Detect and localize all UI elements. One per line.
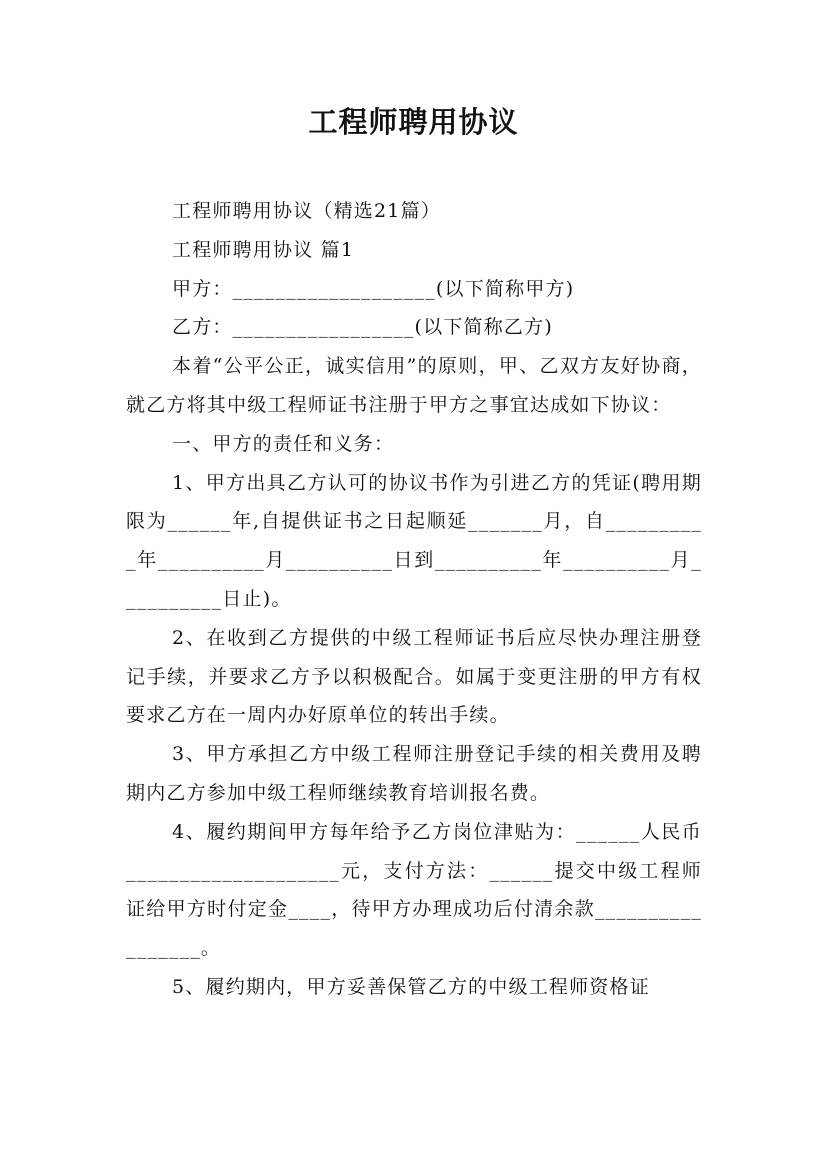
paragraph-clause-2: 2、在收到乙方提供的中级工程师证书后应尽快办理注册登记手续，并要求乙方予以积极配合。如属于变更注册的甲方有权要求乙方在一周内办好原单位的转出手续。 (126, 626, 702, 727)
paragraph-clause-1: 1、甲方出具乙方认可的协议书作为引进乙方的凭证(聘用期限为______年,自提供证书之日起顺延_______月，自__________年__________月__________日到__________年__________月__________日止)。 (126, 471, 702, 610)
paragraph-subtitle: 工程师聘用协议（精选21篇） (172, 200, 441, 222)
document-title: 工程师聘用协议 (308, 105, 519, 139)
paragraph-section-heading: 工程师聘用协议 篇1 (172, 238, 355, 261)
paragraph-clause-3: 3、甲方承担乙方中级工程师注册登记手续的相关费用及聘期内乙方参加中级工程师继续教育培训报名费。 (126, 743, 702, 804)
document-body (126, 192, 702, 1007)
paragraph-party-a: 甲方：___________________(以下简称甲方) (172, 277, 575, 300)
paragraph-preamble: 本着“公平公正，诚实信用”的原则，甲、乙双方友好协商，就乙方将其中级工程师证书注册于甲方之事宜达成如下协议： (126, 355, 702, 416)
paragraph-clause-4: 4、履约期间甲方每年给予乙方岗位津贴为：______人民币____________________元，支付方法：______提交中级工程师证给甲方时付定金____，待甲方办理成功后付清余款_________________。 (126, 820, 702, 960)
paragraph-clause-5: 5、履约期内，甲方妥善保管乙方的中级工程师资格证 (172, 975, 650, 998)
paragraph-clause-heading: 一、甲方的责任和义务： (172, 432, 395, 455)
paragraph-party-b: 乙方：_________________(以下简称乙方) (172, 316, 553, 339)
